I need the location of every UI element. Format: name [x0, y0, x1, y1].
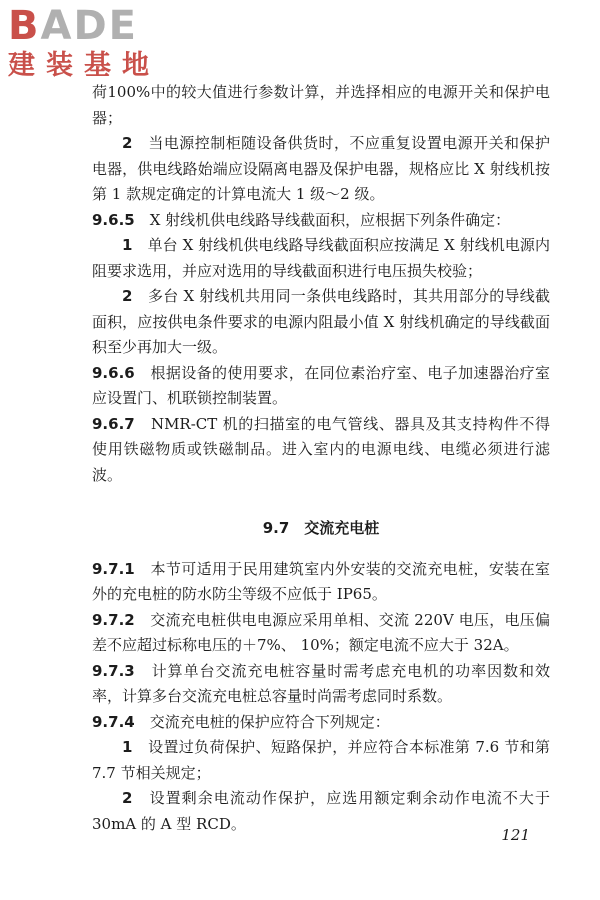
brand-logo: [8, 3, 178, 82]
document-body: [92, 80, 550, 837]
clause-9-7-2: 9.7.2 交流充电桩供电电源应采用单相、交流 220V 电压，电压偏差不应超过标称电压的＋7%、 10%；额定电流不应大于 32A。: [92, 610, 550, 654]
list-item: 2 设置剩余电流动作保护，应选用额定剩余动作电流不大于 30mA 的 A 型 RCD。: [92, 789, 550, 833]
list-item: 2 多台 X 射线机共用同一条供电线路时，其共用部分的导线截面积，应按供电条件要求的电源内阻最小值 X 射线机确定的导线截面积至少再加大一级。: [92, 287, 550, 356]
section-heading: 9.7 交流充电桩: [262, 519, 380, 537]
page-number: 121: [501, 826, 530, 844]
list-item: 2 当电源控制柜随设备供货时，不应重复设置电源开关和保护电器，供电线路始端应设隔离电器及保护电器，规格应比 X 射线机按第 1 款规定确定的计算电流大 1 级～2 级。: [92, 134, 550, 203]
clause-9-6-6: 9.6.6 根据设备的使用要求，在同位素治疗室、电子加速器治疗室应设置门、机联锁控制装置。: [92, 363, 550, 407]
logo-subtitle: 建装基地: [8, 50, 160, 81]
paragraph-continuation: 荷100%中的较大值进行参数计算，并选择相应的电源开关和保护电器；: [92, 83, 550, 127]
clause-9-6-7: 9.6.7 NMR-CT 机的扫描室的电气管线、器具及其支持构件不得使用铁磁物质或铁磁制品。进入室内的电源电线、电缆必须进行滤波。: [92, 414, 550, 484]
clause-9-7-1: 9.7.1 本节可适用于民用建筑室内外安装的交流充电桩，安装在室外的充电桩的防水防尘等级不应低于 IP65。: [92, 559, 550, 603]
list-item: 1 设置过负荷保护、短路保护，并应符合本标准第 7.6 节和第 7.7 节相关规定；: [92, 738, 550, 782]
logo-wordmark: BADE: [8, 3, 138, 49]
clause-9-6-5: 9.6.5 X 射线机供电线路导线截面积，应根据下列条件确定：: [92, 210, 511, 229]
list-item: 1 单台 X 射线机供电线路导线截面积应按满足 X 射线机电源内阻要求选用，并应对选用的导线截面积进行电压损失校验；: [92, 236, 550, 280]
clause-9-7-3: 9.7.3 计算单台交流充电桩容量时需考虑充电机的功率因数和效率，计算多台交流充电桩总容量时尚需考虑同时系数。: [92, 661, 550, 705]
clause-9-7-4: 9.7.4 交流充电桩的保护应符合下列规定：: [92, 712, 390, 731]
